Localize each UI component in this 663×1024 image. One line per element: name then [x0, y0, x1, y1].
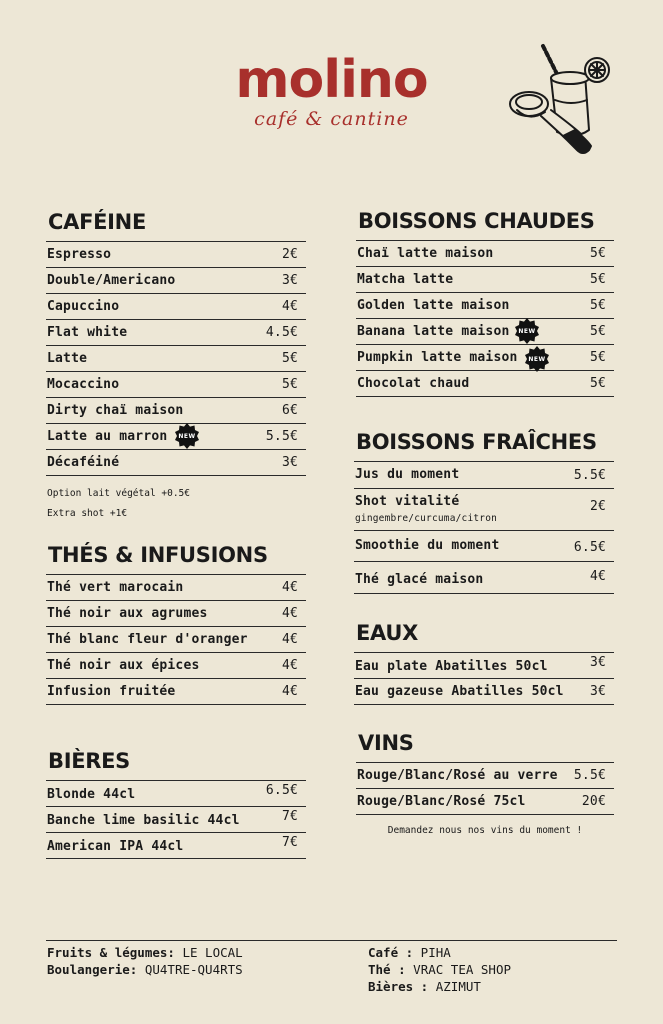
- item-list: [356, 240, 614, 397]
- section-eaux: [354, 620, 614, 705]
- menu-item: Thé blanc fleur d'oranger 4€: [46, 627, 306, 653]
- supplier-line: Boulangerie: QU4TRE-QU4RTS: [47, 962, 243, 977]
- menu-item: Thé vert marocain 4€: [46, 575, 306, 601]
- menu-item: Thé noir aux agrumes 4€: [46, 601, 306, 627]
- section-thes: [46, 542, 306, 705]
- note-vegetal-milk: Option lait végétal +0.5€: [47, 488, 190, 499]
- menu-item: Espresso 2€: [46, 242, 306, 268]
- section-title: BOISSONS FRAÎCHES: [356, 430, 597, 454]
- menu-item: Matcha latte 5€: [356, 267, 614, 293]
- menu-item: Infusion fruitée 4€: [46, 679, 306, 705]
- menu-item: Smoothie du moment 6.5€: [354, 531, 614, 562]
- menu-item: Rouge/Blanc/Rosé au verre 5.5€: [356, 763, 614, 789]
- brand-subtitle: café & cantine: [254, 108, 409, 130]
- menu-item: Mocaccino 5€: [46, 372, 306, 398]
- item-list: [46, 780, 306, 859]
- menu-item: Chaï latte maison 5€: [356, 241, 614, 267]
- section-bieres: [46, 748, 306, 859]
- coffee-portafilter-illustration-icon: [505, 40, 617, 160]
- menu-item: Pumpkin latte maison NEW 5€: [356, 345, 614, 371]
- new-badge: NEW: [524, 346, 550, 372]
- wine-note: Demandez nous nos vins du moment !: [387, 825, 583, 836]
- menu-item: Banche lime basilic 44cl 7€: [46, 807, 306, 833]
- note-extra-shot: Extra shot +1€: [47, 508, 128, 519]
- section-title: CAFÉINE: [48, 210, 146, 234]
- new-badge: NEW: [174, 423, 200, 449]
- supplier-line: Bières : AZIMUT: [368, 979, 481, 994]
- footer-divider: [46, 940, 617, 941]
- suppliers-left: [47, 944, 243, 978]
- menu-item: Rouge/Blanc/Rosé 75cl 20€: [356, 789, 614, 815]
- section-boissons-fraiches: [354, 429, 614, 594]
- suppliers-right: [368, 944, 511, 995]
- menu-item: Thé noir aux épices 4€: [46, 653, 306, 679]
- menu-item: Golden latte maison 5€: [356, 293, 614, 319]
- menu-item: Jus du moment 5.5€: [354, 462, 614, 489]
- section-vins: [356, 730, 614, 836]
- item-list: [354, 461, 614, 594]
- supplier-line: Fruits & légumes: LE LOCAL: [47, 945, 243, 960]
- supplier-line: Café : PIHA: [368, 945, 451, 960]
- new-badge: NEW: [514, 318, 540, 344]
- menu-item: Banana latte maison NEW 5€: [356, 319, 614, 345]
- menu-item: Thé glacé maison 4€: [354, 562, 614, 594]
- section-boissons-chaudes: [356, 208, 614, 397]
- section-title: EAUX: [356, 621, 418, 645]
- menu-item: Dirty chaï maison 6€: [46, 398, 306, 424]
- menu-item: Capuccino 4€: [46, 294, 306, 320]
- item-list: [356, 762, 614, 815]
- menu-item: Double/Americano 3€: [46, 268, 306, 294]
- section-title: VINS: [358, 731, 414, 755]
- notes: [46, 484, 306, 524]
- section-title: THÉS & INFUSIONS: [48, 543, 268, 567]
- menu-item: Eau gazeuse Abatilles 50cl 3€: [354, 679, 614, 705]
- menu-item: Latte au marron NEW 5.5€: [46, 424, 306, 450]
- brand-logo: molino: [235, 50, 428, 110]
- section-title: BOISSONS CHAUDES: [358, 209, 595, 233]
- menu-item: Eau plate Abatilles 50cl 3€: [354, 653, 614, 679]
- menu-item: Latte 5€: [46, 346, 306, 372]
- section-cafeine: [46, 209, 306, 524]
- menu-item: Chocolat chaud 5€: [356, 371, 614, 397]
- menu-item: Flat white 4.5€: [46, 320, 306, 346]
- menu-item: Shot vitalité gingembre/curcuma/citron 2€: [354, 489, 614, 531]
- item-list: [354, 652, 614, 705]
- supplier-line: Thé : VRAC TEA SHOP: [368, 962, 511, 977]
- item-list: [46, 241, 306, 476]
- item-list: [46, 574, 306, 705]
- menu-item: American IPA 44cl 7€: [46, 833, 306, 859]
- menu-item: Décaféiné 3€: [46, 450, 306, 476]
- menu-item: Blonde 44cl 6.5€: [46, 781, 306, 807]
- section-title: BIÈRES: [48, 749, 131, 773]
